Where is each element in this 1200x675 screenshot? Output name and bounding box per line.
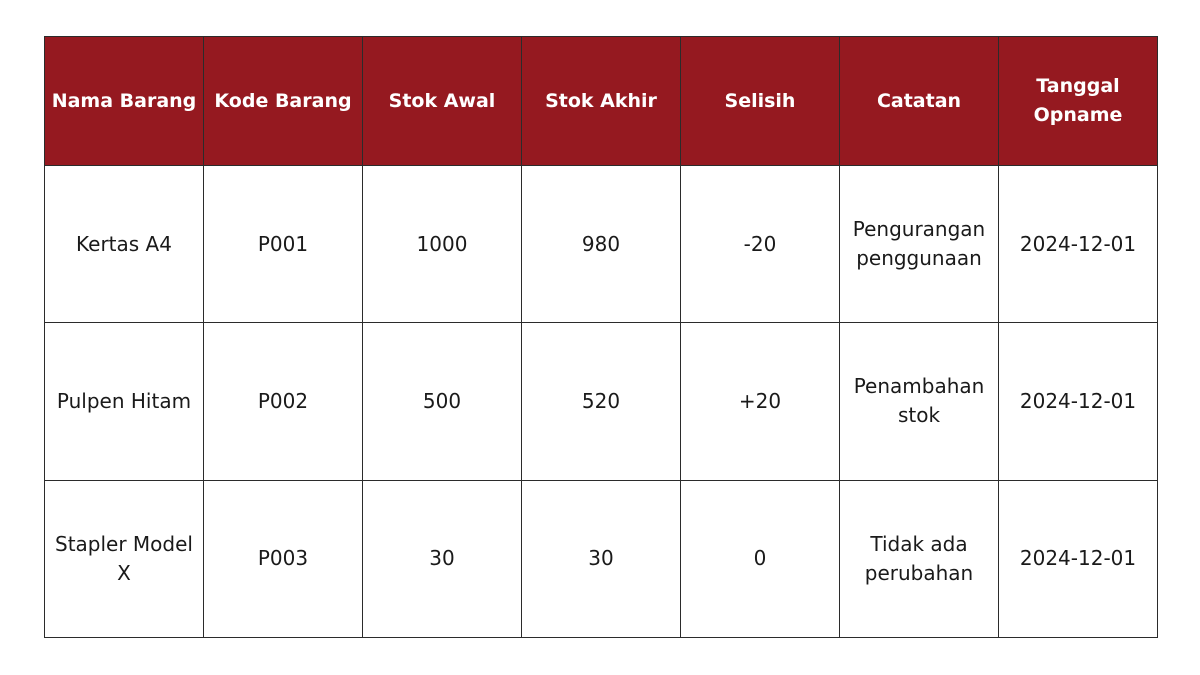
- cell-tanggal-opname: 2024-12-01: [999, 323, 1158, 480]
- header-nama-barang: Nama Barang: [45, 37, 204, 166]
- table-row: [45, 323, 1158, 480]
- cell-kode-barang: P002: [204, 323, 363, 480]
- cell-kode-barang: P003: [204, 480, 363, 637]
- cell-tanggal-opname: 2024-12-01: [999, 166, 1158, 323]
- table-header: [45, 37, 1158, 166]
- cell-selisih: 0: [681, 480, 840, 637]
- table-body: [45, 166, 1158, 638]
- cell-nama-barang: Stapler Model X: [45, 480, 204, 637]
- cell-nama-barang: Kertas A4: [45, 166, 204, 323]
- stock-opname-table: [44, 36, 1158, 638]
- cell-nama-barang: Pulpen Hitam: [45, 323, 204, 480]
- header-catatan: Catatan: [840, 37, 999, 166]
- header-tanggal-opname: Tanggal Opname: [999, 37, 1158, 166]
- table-row: [45, 166, 1158, 323]
- cell-catatan: Penambahan stok: [840, 323, 999, 480]
- header-selisih: Selisih: [681, 37, 840, 166]
- cell-stok-akhir: 520: [522, 323, 681, 480]
- cell-catatan: Pengurangan penggunaan: [840, 166, 999, 323]
- cell-tanggal-opname: 2024-12-01: [999, 480, 1158, 637]
- cell-stok-akhir: 30: [522, 480, 681, 637]
- cell-stok-akhir: 980: [522, 166, 681, 323]
- table-row: [45, 480, 1158, 637]
- header-row: [45, 37, 1158, 166]
- cell-selisih: +20: [681, 323, 840, 480]
- header-stok-akhir: Stok Akhir: [522, 37, 681, 166]
- header-stok-awal: Stok Awal: [363, 37, 522, 166]
- cell-kode-barang: P001: [204, 166, 363, 323]
- cell-catatan: Tidak ada perubahan: [840, 480, 999, 637]
- cell-stok-awal: 30: [363, 480, 522, 637]
- cell-selisih: -20: [681, 166, 840, 323]
- cell-stok-awal: 500: [363, 323, 522, 480]
- cell-stok-awal: 1000: [363, 166, 522, 323]
- header-kode-barang: Kode Barang: [204, 37, 363, 166]
